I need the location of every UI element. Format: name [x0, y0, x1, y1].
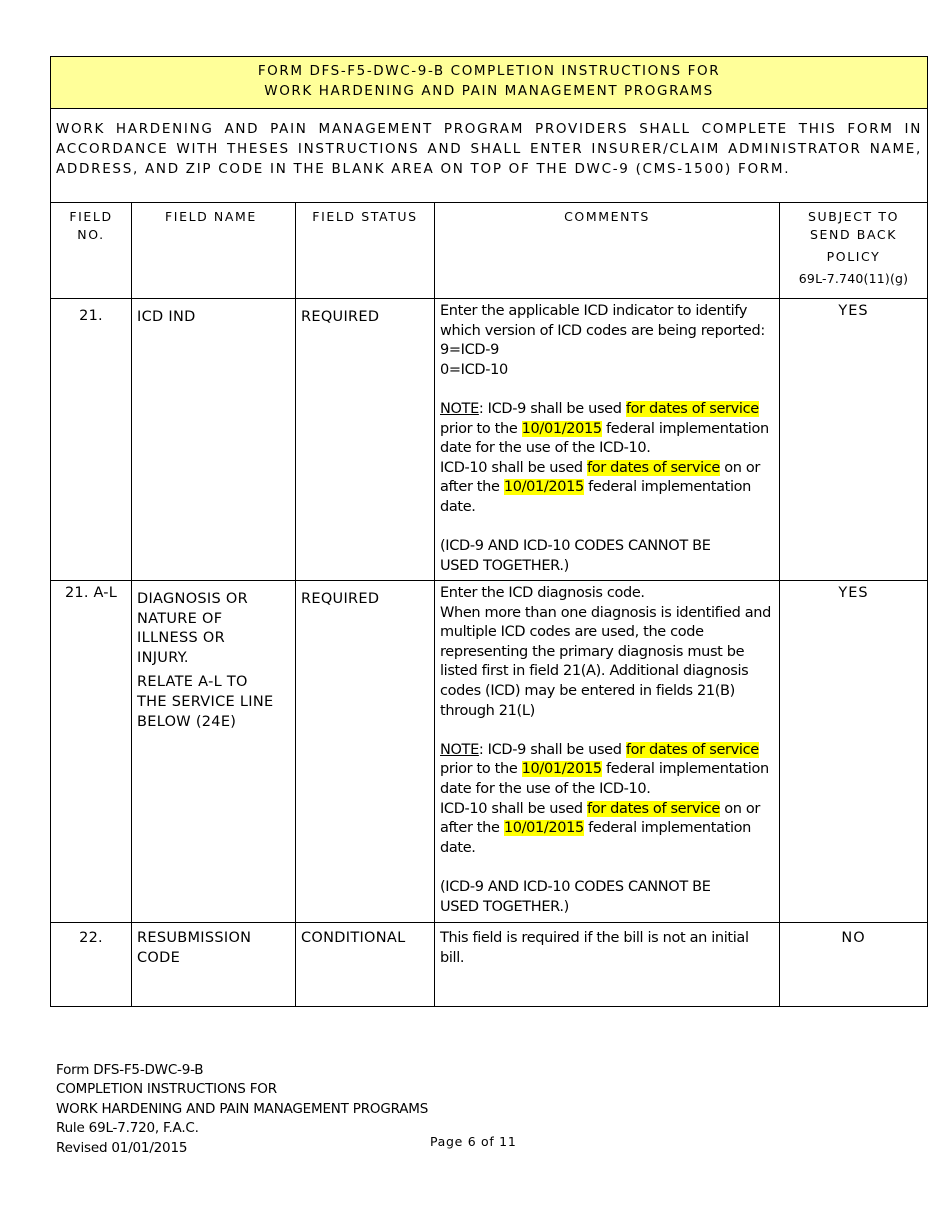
send-back-value: YES [780, 299, 928, 581]
table-row [51, 581, 928, 923]
comment-line: 0=ICD-10 [440, 361, 508, 378]
caution-line: USED TOGETHER.) [440, 898, 569, 915]
table-row [51, 923, 928, 1007]
note-line [440, 478, 775, 498]
header-policy-line1: SUBJECT TO [807, 209, 900, 224]
field-name [132, 923, 296, 1007]
comment-line: through 21(L) [440, 702, 535, 719]
field-name [132, 581, 296, 923]
note-line [440, 800, 775, 820]
field-name-line: RELATE A-L TO [137, 674, 248, 691]
footer-line: Revised 01/01/2015 [56, 1139, 188, 1156]
note-line: date. [440, 839, 476, 856]
note-text: : ICD-9 shall be used [478, 400, 626, 417]
field-name-line: CODE [137, 949, 181, 966]
footer [56, 1061, 696, 1158]
note-text: after the [440, 820, 504, 837]
note-text: federal implementation [583, 820, 751, 837]
note-line [440, 760, 775, 780]
table-row [51, 299, 928, 581]
page-number: Page 6 of 11 [430, 1134, 517, 1149]
footer-line: Rule 69L-7.720, F.A.C. [56, 1120, 199, 1137]
note-line [440, 819, 775, 839]
comment-line: When more than one diagnosis is identified and [440, 604, 771, 621]
header-field-no-line2: NO. [77, 227, 105, 242]
comment-line: This field is required if the bill is not an initial [440, 930, 749, 946]
note-line [440, 420, 775, 440]
header-field-status: FIELD STATUS [296, 203, 435, 299]
field-name-line: BELOW (24E) [137, 713, 237, 730]
instructions-table [50, 56, 928, 1007]
highlight-dates-of-service: for dates of service [587, 800, 720, 817]
comment-line: representing the primary diagnosis must be [440, 643, 745, 660]
field-name-line: THE SERVICE LINE [137, 693, 274, 710]
comment-line: bill. [440, 949, 465, 966]
header-policy-line2: SEND BACK [810, 227, 898, 242]
comment-line: codes (ICD) may be entered in fields 21(B) [440, 682, 735, 699]
header-row [51, 203, 928, 299]
note-line: date. [440, 498, 476, 515]
field-name-line: DIAGNOSIS OR [137, 591, 248, 607]
send-back-value: NO [780, 923, 928, 1007]
intro-paragraph: WORK HARDENING AND PAIN MANAGEMENT PROGRAM PROVIDERS SHALL COMPLETE THIS FORM IN ACCORDANCE WITH THESES INSTRUCTIONS AND SHALL ENTER INSURER/CLAIM ADMINISTRATOR NAME, ADDRESS, AND ZIP CODE IN THE BLANK AREA ON TOP OF THE DWC-9 (CMS-1500) FORM. [51, 109, 928, 203]
note-line: date for the use of the ICD-10. [440, 440, 651, 457]
note-text: federal implementation [601, 420, 769, 437]
footer-line: WORK HARDENING AND PAIN MANAGEMENT PROGRAMS [56, 1100, 429, 1117]
form-title-line1: FORM DFS-F5-DWC-9-B COMPLETION INSTRUCTIONS FOR [257, 63, 721, 79]
note-line [440, 459, 775, 479]
field-name-line: RESUBMISSION [137, 930, 252, 946]
field-number: 21. [51, 299, 132, 581]
footer-line: COMPLETION INSTRUCTIONS FOR [56, 1081, 277, 1098]
field-name-line: NATURE OF [137, 610, 223, 627]
comment-line: Enter the applicable ICD indicator to identify [440, 303, 748, 319]
note-text: on or [719, 459, 760, 476]
note-text: ICD-10 shall be used [440, 800, 588, 817]
header-send-back-policy [780, 203, 928, 299]
caution-line: USED TOGETHER.) [440, 557, 569, 574]
header-policy-rule: 69L-7.740(11)(g) [798, 271, 909, 286]
note-text: : ICD-9 shall be used [478, 741, 626, 758]
highlight-dates-of-service: for dates of service [625, 400, 759, 417]
caution-line: (ICD-9 AND ICD-10 CODES CANNOT BE [440, 878, 711, 895]
note-text: prior to the [440, 420, 522, 437]
caution-line: (ICD-9 AND ICD-10 CODES CANNOT BE [440, 538, 711, 555]
highlight-dates-of-service: for dates of service [625, 741, 759, 758]
field-number: 21. A-L [51, 581, 132, 923]
note-label: NOTE [440, 400, 479, 417]
note-label: NOTE [440, 741, 479, 758]
highlight-dates-of-service: for dates of service [587, 459, 720, 476]
highlight-date: 10/01/2015 [521, 761, 602, 778]
field-name-line: INJURY. [137, 649, 189, 666]
highlight-date: 10/01/2015 [503, 820, 584, 837]
field-status: CONDITIONAL [296, 923, 435, 1007]
field-number: 22. [51, 923, 132, 1007]
comment-line: Enter the ICD diagnosis code. [440, 585, 645, 601]
note-text: federal implementation [583, 479, 751, 496]
footer-line: Form DFS-F5-DWC-9-B [56, 1062, 204, 1078]
highlight-date: 10/01/2015 [503, 479, 584, 496]
note-text: after the [440, 479, 504, 496]
form-title-line2: WORK HARDENING AND PAIN MANAGEMENT PROGRAMS [264, 83, 714, 99]
note-line [440, 400, 775, 420]
field-comments [435, 581, 780, 923]
note-text: ICD-10 shall be used [440, 459, 588, 476]
note-text: prior to the [440, 761, 522, 778]
field-name: ICD IND [132, 299, 296, 581]
header-field-no-line1: FIELD [69, 209, 113, 224]
note-line [440, 741, 775, 761]
field-comments [435, 923, 780, 1007]
note-text: on or [719, 800, 760, 817]
header-comments: COMMENTS [435, 203, 780, 299]
comment-line: multiple ICD codes are used, the code [440, 624, 704, 641]
header-policy-line3: POLICY [826, 249, 881, 264]
form-title [51, 57, 928, 109]
header-field-name: FIELD NAME [132, 203, 296, 299]
highlight-date: 10/01/2015 [521, 420, 602, 437]
send-back-value: YES [780, 581, 928, 923]
field-status: REQUIRED [296, 299, 435, 581]
field-comments [435, 299, 780, 581]
note-text: federal implementation [601, 761, 769, 778]
comment-line: which version of ICD codes are being reported: [440, 322, 765, 339]
header-field-no [51, 203, 132, 299]
comment-line: listed first in field 21(A). Additional diagnosis [440, 663, 749, 680]
note-line: date for the use of the ICD-10. [440, 780, 651, 797]
comment-line: 9=ICD-9 [440, 342, 499, 359]
field-name-line: ILLNESS OR [137, 630, 225, 647]
field-status: REQUIRED [296, 581, 435, 923]
